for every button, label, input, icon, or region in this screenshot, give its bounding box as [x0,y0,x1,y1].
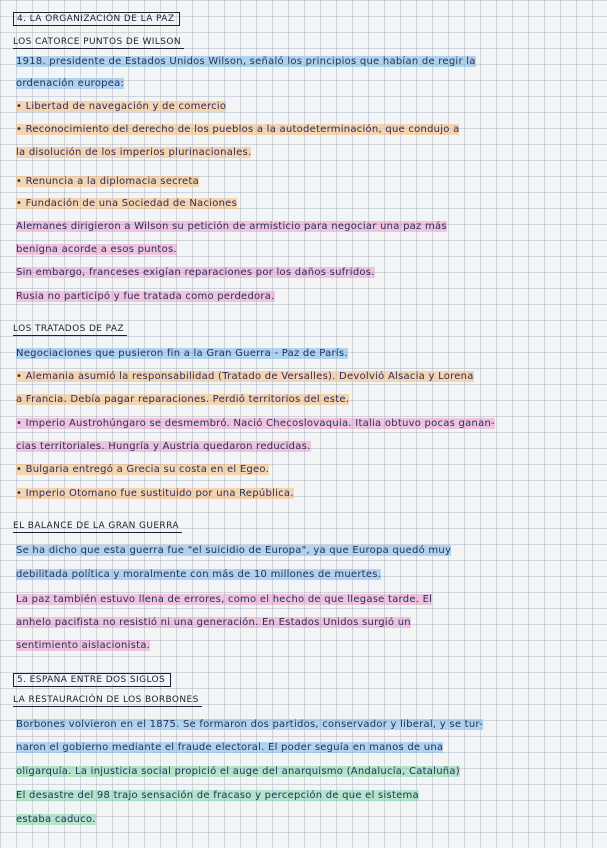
tratados-line: • Imperio Austrohúngaro se desmembró. Nació Checoslovaquia. Italia obtuvo pocas ganan- [16,418,495,429]
wilson-line: • Libertad de navegación y de comercio [16,101,227,112]
tratados-line: • Imperio Otomano fue sustituido por una República. [16,488,294,499]
tratados-line: cias territoriales. Hungría y Austria quedaron reducidas. [16,441,311,452]
restauracion-line: El desastre del 98 trajo sensación de fracaso y percepción de que el sistema [16,790,419,801]
heading-restauracion: LA RESTAURACIÓN DE LOS BORBONES [13,695,202,707]
wilson-line: Sin embargo, franceses exigían reparaciones por los daños sufridos. [16,267,375,278]
section-title-4: 4. LA ORGANIZACIÓN DE LA PAZ [13,12,180,26]
balance-line: La paz también estuvo llena de errores, como el hecho de que llegase tarde. El [16,594,433,605]
restauracion-line: Borbones volvieron en el 1875. Se formaron dos partidos, conservador y liberal, y se tur- [16,719,484,730]
wilson-line: benigna acorde a esos puntos. [16,244,177,255]
restauracion-line: estaba caduco. [16,814,96,825]
tratados-line: Negociaciones que pusieron fin a la Gran Guerra - Paz de París. [16,348,348,359]
tratados-line: • Bulgaria entregó a Grecia su costa en el Egeo. [16,464,270,475]
wilson-line: • Renuncia a la diplomacia secreta [16,176,199,187]
balance-line: Se ha dicho que esta guerra fue "el suicidio de Europa", ya que Europa quedó muy [16,545,452,556]
restauracion-line: naron el gobierno mediante el fraude electoral. El poder seguía en manos de una [16,742,444,753]
wilson-line: 1918. presidente de Estados Unidos Wilson, señaló los principios que habían de regir la [16,56,476,67]
heading-wilson: LOS CATORCE PUNTOS DE WILSON [13,37,184,49]
wilson-line: Rusia no participó y fue tratada como perdedora. [16,291,275,302]
tratados-line: a Francia. Debía pagar reparaciones. Perdió territorios del este. [16,394,350,405]
section-title-5: 5. ESPAÑA ENTRE DOS SIGLOS [13,673,171,687]
balance-line: anhelo pacifista no resistió ni una generación. En Estados Unidos surgió un [16,617,411,628]
heading-balance: EL BALANCE DE LA GRAN GUERRA [13,521,182,533]
wilson-line: Alemanes dirigieron a Wilson su petición de armisticio para negociar una paz más [16,221,447,232]
wilson-line: la disolución de los imperios plurinacionales. [16,147,252,158]
wilson-line: • Fundación de una Sociedad de Naciones [16,198,238,209]
tratados-line: • Alemania asumió la responsabilidad (Tratado de Versalles). Devolvió Alsacia y Lorena [16,371,474,382]
balance-line: debilitada política y moralmente con más de 10 millones de muertes. [16,569,382,580]
restauracion-line: oligarquía. La injusticia social propició el auge del anarquismo (Andalucía, Cataluña) [16,766,460,777]
heading-tratados: LOS TRATADOS DE PAZ [13,324,127,336]
wilson-line: • Reconocimiento del derecho de los pueblos a la autodeterminación, que condujo a [16,124,460,135]
wilson-line: ordenación europea: [16,78,125,89]
balance-line: sentimiento aislacionista. [16,640,151,651]
